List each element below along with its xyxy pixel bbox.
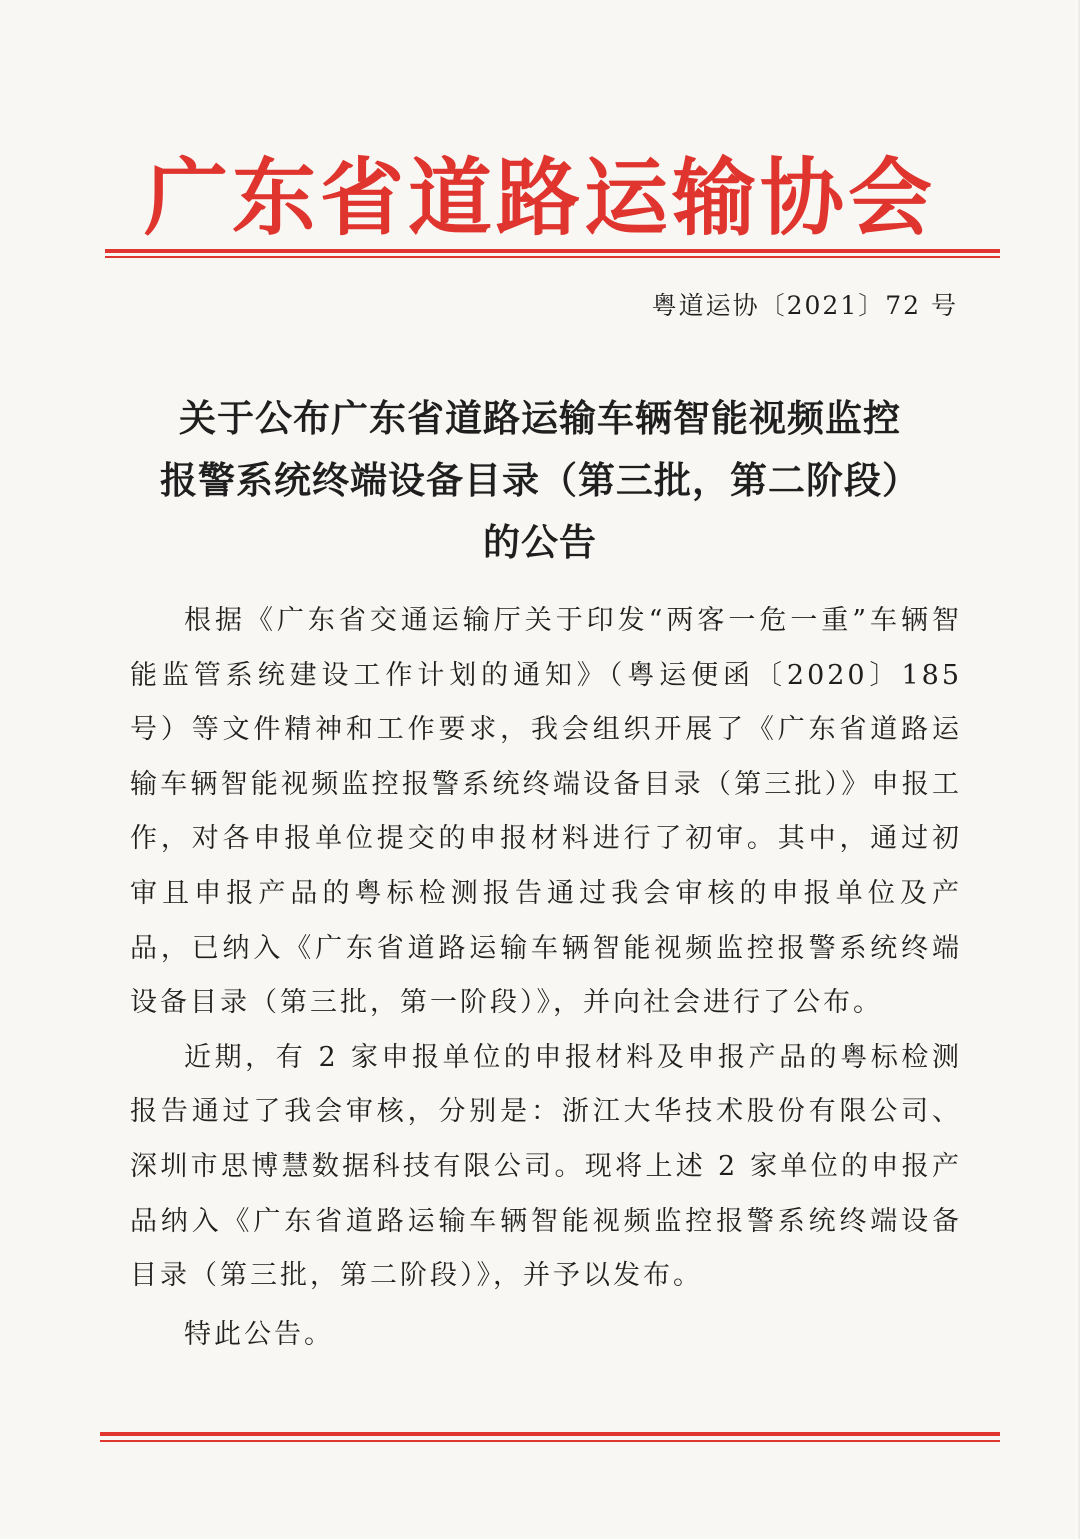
scan-edge-shadow [1076, 0, 1080, 1539]
body-paragraph-2: 近期，有 2 家申报单位的申报材料及申报产品的粤标检测报告通过了我会审核，分别是：浙江大华技术股份有限公司、深圳市思博慧数据科技有限公司。现将上述 2 家单位的申报产品纳入《广东省道路运输车辆智能视频监控报警系统终端设备目录（第三批，第二阶段）》，并予以发布。 [130, 1041, 962, 1292]
notice-title-line-3: 的公告 [483, 521, 597, 564]
body-paragraph-1: 根据《广东省交通运输厅关于印发“两客一危一重”车辆智能监管系统建设工作计划的通知》（粤运便函〔2020〕185 号）等文件精神和工作要求，我会组织开展了《广东省道路运输车辆智能视频监控报警系统终端设备目录（第三批）》申报工作，对各申报单位提交的申报材料进行了初审。其中，通过初审且申报产品的粤标检测报告通过我会审核的申报单位及产品，已纳入《广东省道路运输车辆智能视频监控报警系统终端设备目录（第三批，第一阶段）》，并向社会进行了公布。 [130, 605, 962, 1019]
closing-statement: 特此公告。 [184, 1319, 334, 1350]
notice-body [130, 594, 962, 1304]
footer-divider-thin [100, 1440, 1000, 1442]
notice-title [120, 388, 960, 574]
footer-divider-thick [100, 1432, 1000, 1436]
notice-title-line-1: 关于公布广东省道路运输车辆智能视频监控 [179, 397, 901, 440]
letterhead-divider-thin [105, 256, 1000, 258]
document-number: 粤道运协〔2021〕72 号 [651, 291, 958, 320]
notice-title-line-2: 报警系统终端设备目录（第三批，第二阶段） [160, 459, 920, 502]
organization-letterhead: 广东省道路运输协会 [143, 148, 936, 247]
letterhead-divider-thick [105, 249, 1000, 253]
